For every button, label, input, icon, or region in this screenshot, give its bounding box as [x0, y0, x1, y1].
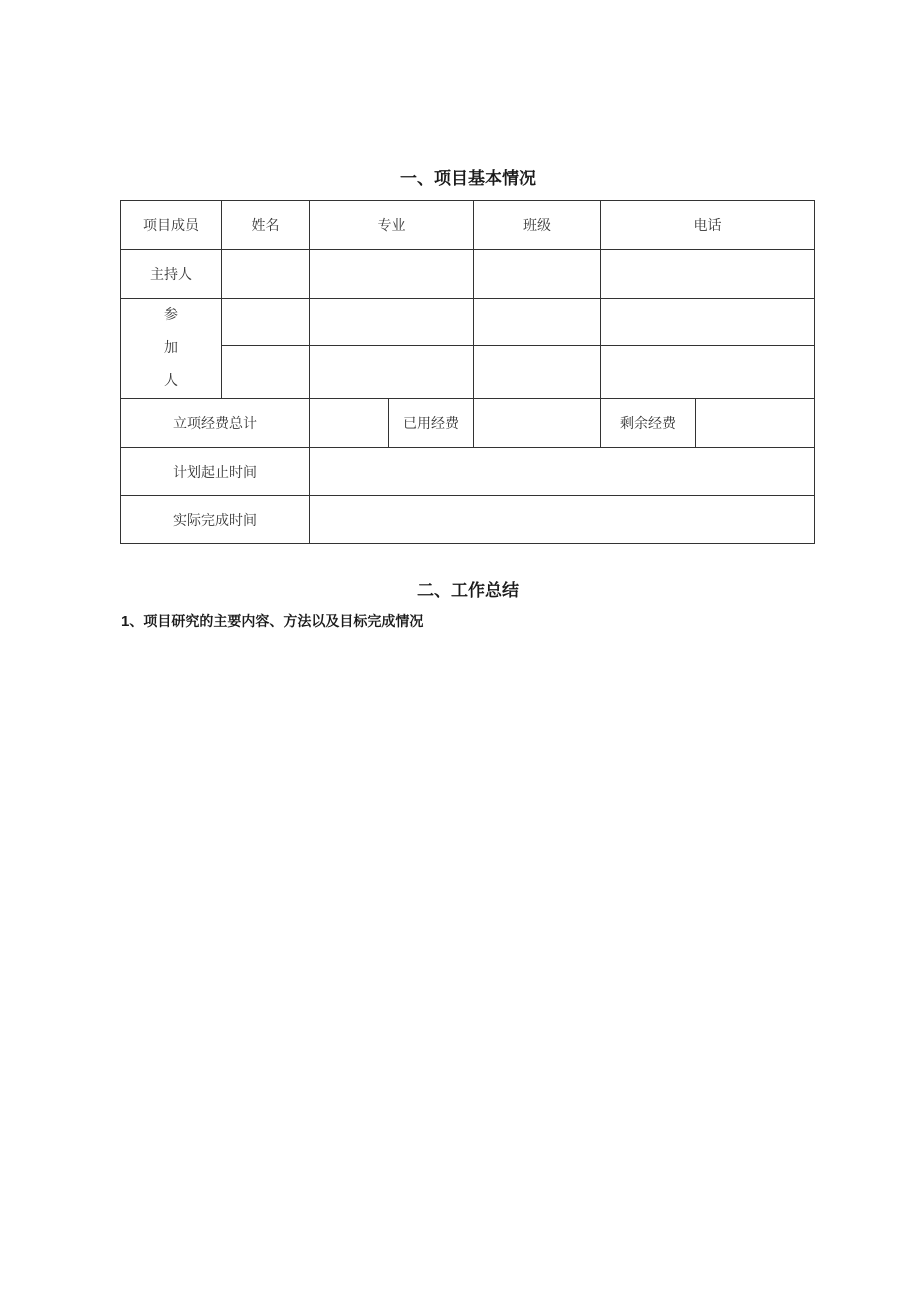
planned-period-label-cell: 计划起止时间	[121, 448, 310, 496]
host-label-cell: 主持人	[121, 250, 222, 299]
summary-item-number: 1	[121, 613, 130, 630]
participant-label-char-3: 人	[164, 373, 178, 389]
funding-used-input-cell[interactable]	[474, 399, 601, 448]
section-title-basic-info: 一、项目基本情况	[400, 169, 536, 189]
actual-completion-label-cell: 实际完成时间	[121, 496, 310, 544]
header-phone-cell: 电话	[601, 201, 815, 250]
header-name-cell: 姓名	[222, 201, 310, 250]
funding-total-input-cell[interactable]	[310, 399, 389, 448]
host-phone-input-cell[interactable]	[601, 250, 815, 299]
participant-row-1	[121, 299, 815, 346]
participant-1-name-input-cell[interactable]	[222, 299, 310, 346]
funding-remaining-input-cell[interactable]	[696, 399, 815, 448]
section-title-work-summary: 二、工作总结	[417, 581, 519, 601]
funding-remaining-label-cell: 剩余经费	[601, 399, 696, 448]
participant-label-char-2: 加	[164, 340, 178, 356]
summary-item-text: 、项目研究的主要内容、方法以及目标完成情况	[129, 614, 424, 630]
host-major-input-cell[interactable]	[310, 250, 474, 299]
actual-completion-input-cell[interactable]	[310, 496, 815, 544]
header-class-cell: 班级	[474, 201, 601, 250]
participant-1-phone-input-cell[interactable]	[601, 299, 815, 346]
header-major-cell: 专业	[310, 201, 474, 250]
header-members-cell: 项目成员	[121, 201, 222, 250]
summary-item-heading	[121, 611, 423, 631]
participant-2-major-input-cell[interactable]	[310, 346, 474, 399]
funding-total-label-cell: 立项经费总计	[121, 399, 310, 448]
participant-row-2	[121, 346, 815, 399]
participant-1-major-input-cell[interactable]	[310, 299, 474, 346]
host-row	[121, 250, 815, 299]
participant-2-phone-input-cell[interactable]	[601, 346, 815, 399]
host-class-input-cell[interactable]	[474, 250, 601, 299]
host-name-input-cell[interactable]	[222, 250, 310, 299]
funding-used-label-cell: 已用经费	[389, 399, 474, 448]
funding-row	[121, 399, 815, 448]
participant-label-cell	[121, 299, 222, 399]
planned-period-row	[121, 448, 815, 496]
actual-completion-row	[121, 496, 815, 544]
participant-2-name-input-cell[interactable]	[222, 346, 310, 399]
participant-label-char-1: 参	[164, 307, 178, 323]
participant-1-class-input-cell[interactable]	[474, 299, 601, 346]
project-info-table	[120, 200, 815, 544]
participant-2-class-input-cell[interactable]	[474, 346, 601, 399]
planned-period-input-cell[interactable]	[310, 448, 815, 496]
table-header-row	[121, 201, 815, 250]
